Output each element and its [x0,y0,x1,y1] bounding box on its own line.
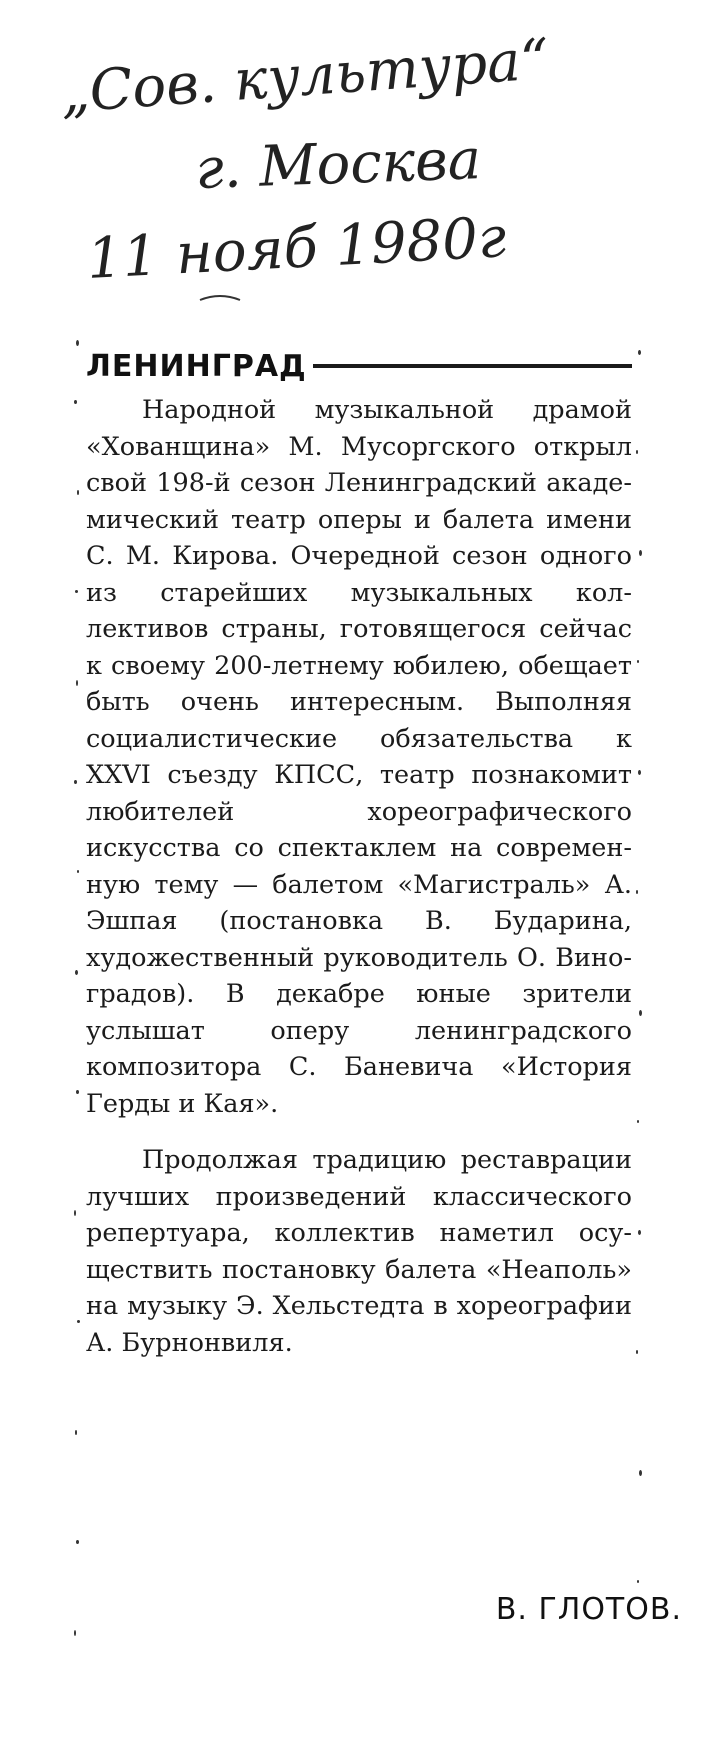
article-byline: В. ГЛОТОВ. [495,1592,682,1627]
article-headline: ЛЕНИНГРАД [86,348,307,384]
headline-row [86,340,632,392]
handwritten-city-line: г. Москва [194,127,483,202]
headline-rule [313,364,632,368]
left-cut-edge [72,330,84,1660]
handwritten-annotation [0,0,720,320]
right-cut-edge [634,330,646,1660]
article-paragraph-2: Продолжая традицию реставрации лучших произведений классического репертуара, коллектив наметил осуществить постановку балета «Неаполь» на музыку Э. Хельстедта в хореографии А. Бурнонвиля. [86,1145,632,1358]
handwritten-date-line: 11 нояб 1980г [85,205,508,292]
article-paragraph-1: Народной музыкальной драмой «Хованщина» М. Мусоргского открыл свой 198-й сезон Ленинградский академический театр оперы и балета имени С. М. Кирова. Очередной сезон одного из старейших музыкальных коллективов страны, готовящегося сейчас к своему 200-летнему юбилею, обещает быть очень интересным. Выполняя социалистические обязательства к XXVI съезду КПСС, театр познакомит любителей хореографического искусства со спектаклем на современную тему — балетом «Магистраль» А. Эшпая (постановка В. Бударина, художественный руководитель О. Виноградов). В декабре юные зрители услышат оперу ленинградского композитора С. Баневича «История Герды и Кая». [86,395,632,1119]
newspaper-clipping [86,340,632,1660]
handwriting-stroke [200,296,240,300]
handwritten-source-line: „Сов. культура“ [58,26,552,126]
